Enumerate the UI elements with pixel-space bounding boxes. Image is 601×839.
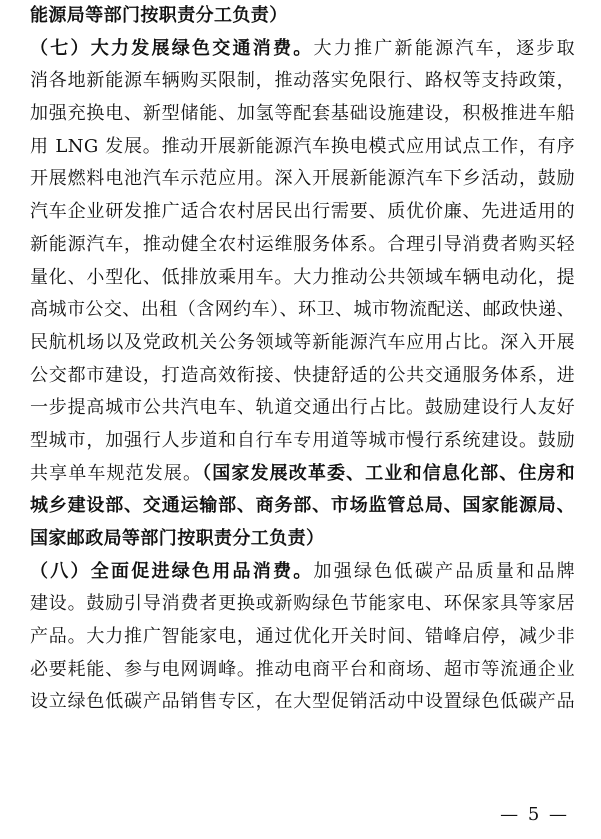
body-text-segment: 量化、小型化、低排放乘用车。大力推动公共领域车辆电动化，提 [30, 266, 575, 288]
bold-text: 能源局等部门按职责分工负责） [30, 5, 288, 26]
text-line [30, 392, 575, 425]
body-text-segment: 必要耗能、参与电网调峰。推动电商平台和商场、超市等流通企业 [30, 658, 575, 680]
page-number: — 5 — [500, 804, 569, 825]
body-text-segment: 汽车企业研发推广适合农村居民出行需要、质优价廉、先进适用的 [30, 201, 575, 223]
text-line [30, 556, 575, 589]
text-line [30, 327, 575, 360]
body-text-segment: 高城市公交、出租（含网约车）、环卫、城市物流配送、邮政快递、 [30, 299, 575, 321]
body-text-segment: 设立绿色低碳产品销售专区，在大型促销活动中设置绿色低碳产品 [30, 691, 575, 713]
bold-text: （七）大力发展绿色交通消费。 [30, 37, 314, 59]
body-text-segment: 大力推广新能源汽车，逐步取 [313, 37, 575, 59]
text-line [30, 196, 575, 229]
text-line [30, 0, 575, 33]
body-text [30, 0, 575, 719]
text-line [30, 360, 575, 393]
text-line [30, 686, 575, 719]
text-line [30, 163, 575, 196]
body-text-segment: 公交都市建设，打造高效衔接、快捷舒适的公共交通服务体系，进 [30, 364, 575, 386]
body-text-segment: 型城市，加强行人步道和自行车专用道等城市慢行系统建设。鼓励 [30, 429, 575, 451]
text-line [30, 490, 575, 523]
bold-text: 城乡建设部、交通运输部、商务部、市场监管总局、国家能源局、 [30, 495, 575, 517]
body-text-segment: 加强充换电、新型储能、加氢等配套基础设施建设，积极推进车船 [30, 103, 575, 125]
text-line [30, 458, 575, 491]
body-text-segment: 共享单车规范发展。 [30, 462, 203, 484]
text-line [30, 654, 575, 687]
body-text-segment: 产品。大力推广智能家电，通过优化开关时间、错峰启停，减少非 [30, 626, 575, 648]
body-text-segment: 一步提高城市公共汽电车、轨道交通出行占比。鼓励建设行人友好 [30, 397, 575, 419]
text-line [30, 523, 575, 556]
body-text-segment: 建设。鼓励引导消费者更换或新购绿色节能家电、环保家具等家居 [30, 593, 575, 615]
text-line [30, 262, 575, 295]
text-line [30, 425, 575, 458]
text-line [30, 65, 575, 98]
body-text-segment: 民航机场以及党政机关公务领域等新能源汽车应用占比。深入开展 [30, 331, 575, 353]
body-text-segment: 新能源汽车，推动健全农村运维服务体系。合理引导消费者购买轻 [30, 233, 575, 255]
text-line [30, 229, 575, 262]
text-line [30, 621, 575, 654]
body-text-segment: 消各地新能源车辆购买限制，推动落实免限行、路权等支持政策， [30, 70, 575, 92]
bold-text: （国家发展改革委、工业和信息化部、住房和 [202, 462, 575, 484]
bold-text: （八）全面促进绿色用品消费。 [30, 560, 314, 582]
text-line [30, 588, 575, 621]
text-line [30, 98, 575, 131]
body-text-segment: 加强绿色低碳产品质量和品牌 [313, 560, 575, 582]
body-text-segment: 开展燃料电池汽车示范应用。深入开展新能源汽车下乡活动，鼓励 [30, 168, 575, 190]
text-line [30, 294, 575, 327]
text-line [30, 131, 575, 164]
body-text-segment: 用 LNG 发展。推动开展新能源汽车换电模式应用试点工作，有序 [30, 135, 575, 157]
text-line [30, 33, 575, 66]
bold-text: 国家邮政局等部门按职责分工负责） [30, 528, 325, 549]
